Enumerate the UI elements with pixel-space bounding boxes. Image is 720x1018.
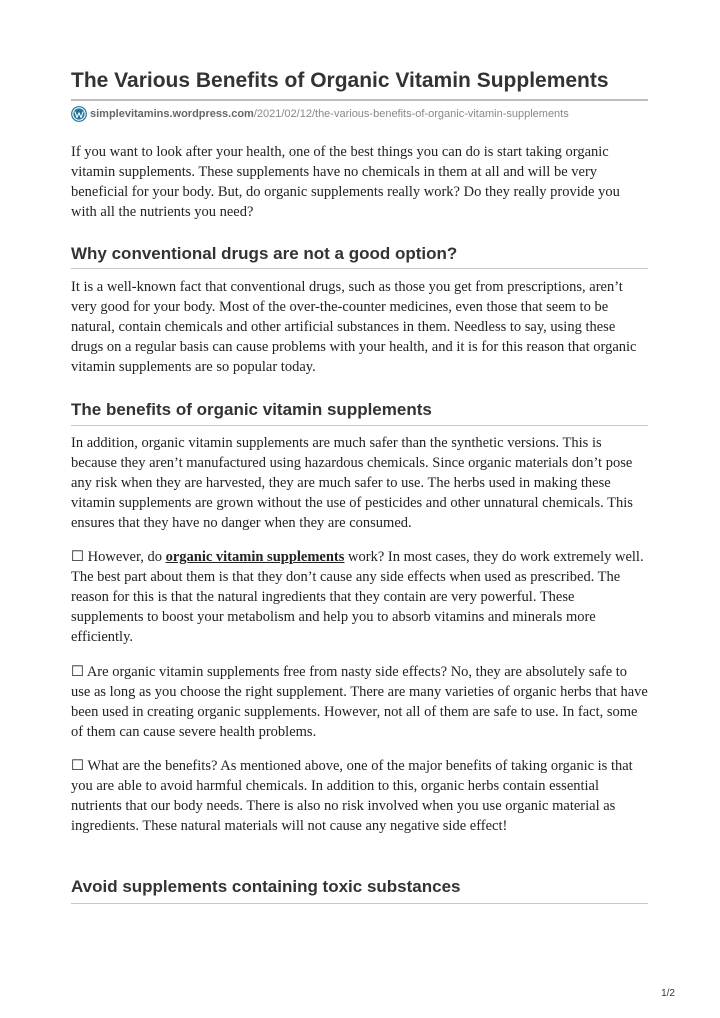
page-title: The Various Benefits of Organic Vitamin Supplements [71,69,609,92]
title-divider [71,99,648,101]
section-divider [71,425,648,426]
organic-vitamin-supplements-link[interactable]: organic vitamin supplements [165,549,345,565]
section-divider [71,268,648,269]
source-path: /2021/02/12/the-various-benefits-of-organic-vitamin-supplements [253,108,569,120]
checkbox-icon: ☐ [71,549,84,565]
source-domain: simplevitamins.wordpress.com [90,108,254,120]
checkbox-icon: ☐ [71,664,84,680]
section-paragraph-benefits: In addition, organic vitamin supplements are much safer than the synthetic versions. This is because they aren’t manufactured using hazardous chemicals. Since organic materials don’t pose any risk when they are harvested, they are much safer to use. The herbs used in making these vitamin supplements are grown without the use of pesticides and other unnatural chemicals. This ensures that they have no danger when they are consumed. [71,435,633,531]
section-heading-conventional-drugs: Why conventional drugs are not a good option? [71,244,458,263]
page-number: 1/2 [661,988,675,999]
checkbox-icon: ☐ [71,758,84,774]
section-heading-toxic-substances: Avoid supplements containing toxic substances [71,877,461,896]
source-url[interactable] [71,105,569,123]
bullet-item: ☐ What are the benefits? As mentioned above, one of the major benefits of taking organic is that you are able to avoid harmful chemicals. In addition to this, organic herbs contain essential nutrients that our body needs. There is also no risk involved when you use organic material as ingredients. These natural materials will not cause any negative side effect! [71,758,633,834]
section-paragraph-conventional-drugs: It is a well-known fact that conventional drugs, such as those you get from prescriptions, aren’t very good for your body. Most of the over-the-counter medicines, even those that seem to be natural, contain chemicals and other artificial substances in them. Needless to say, using these drugs on a regular basis can cause problems with your health, and it is for this reason that organic vitamin supplements are so popular today. [71,279,637,375]
intro-paragraph: If you want to look after your health, one of the best things you can do is start taking organic vitamin supplements. These supplements have no chemicals in them at all and will be very beneficial for your body. But, do organic supplements really work? Do they really provide you with all the nutrients you need? [71,144,620,220]
bullet-item: ☐ However, do organic vitamin supplements work? In most cases, they do work extremely well. The best part about them is that they don’t cause any side effects when used as prescribed. The reason for this is that the natural ingredients that they contain are very powerful. These supplements to boost your metabolism and help you to absorb vitamins and minerals more efficiently. [71,549,644,645]
section-heading-benefits: The benefits of organic vitamin supplements [71,400,432,419]
section-divider [71,903,648,904]
wordpress-icon [71,106,87,122]
bullet-item: ☐ Are organic vitamin supplements free from nasty side effects? No, they are absolutely safe to use as long as you choose the right supplement. There are many varieties of organic herbs that have been used in creating organic supplements. However, not all of them are safe to use. In fact, some of them can cause severe health problems. [71,664,648,740]
